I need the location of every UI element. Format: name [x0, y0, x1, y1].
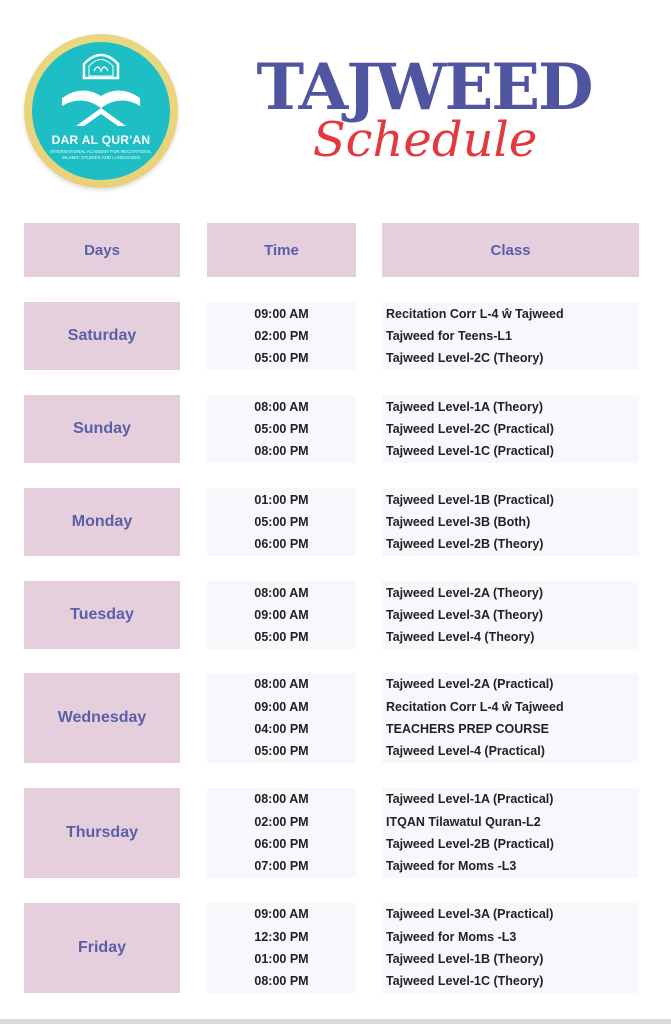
times-thursday	[207, 788, 356, 878]
time-cell: 09:00 AM	[254, 699, 309, 714]
class-cell: Recitation Corr L-4 ŵ Tajweed	[386, 306, 564, 321]
class-cell: Tajweed Level-2A (Practical)	[386, 677, 554, 692]
class-cell: Tajweed for Teens-L1	[386, 328, 512, 343]
time-cell: 06:00 PM	[254, 837, 309, 851]
time-cell: 02:00 PM	[254, 814, 309, 829]
class-cell: Tajweed Level-2C (Practical)	[386, 421, 554, 436]
class-cell: Tajweed for Moms -L3	[386, 929, 517, 944]
class-cell: Tajweed Level-2B (Practical)	[386, 837, 554, 851]
class-cell: Tajweed Level-1B (Theory)	[386, 952, 544, 966]
class-cell: Tajweed Level-4 (Theory)	[386, 630, 535, 645]
time-cell: 08:00 PM	[254, 444, 309, 459]
column-header-class: Class	[382, 223, 639, 277]
column-header-days: Days	[24, 223, 180, 277]
day-thursday: Thursday	[24, 788, 180, 878]
logo-badge	[32, 42, 170, 180]
class-cell: Tajweed for Moms -L3	[386, 859, 517, 874]
class-cell: Tajweed Level-4 (Practical)	[386, 744, 545, 759]
times-sunday	[207, 395, 356, 463]
time-cell: 02:00 PM	[254, 328, 309, 343]
page-title: TAJWEED	[256, 50, 592, 125]
classes-saturday	[382, 302, 639, 370]
classes-wednesday	[382, 673, 639, 763]
classes-monday	[382, 488, 639, 556]
class-cell: Tajweed Level-1C (Practical)	[386, 444, 554, 459]
day-sunday: Sunday	[24, 395, 180, 463]
class-cell: Tajweed Level-2A (Theory)	[386, 585, 543, 600]
classes-tuesday	[382, 581, 639, 649]
time-cell: 05:00 PM	[254, 421, 309, 436]
classes-sunday	[382, 395, 639, 463]
class-cell: Tajweed Level-2C (Theory)	[386, 351, 544, 366]
class-cell: Tajweed Level-1A (Theory)	[386, 399, 543, 414]
times-wednesday	[207, 673, 356, 763]
time-cell: 08:00 AM	[254, 677, 309, 692]
column-header-time: Time	[207, 223, 356, 277]
time-cell: 05:00 PM	[254, 630, 309, 645]
time-cell: 05:00 PM	[254, 351, 309, 366]
time-cell: 12:30 PM	[254, 929, 309, 944]
times-tuesday	[207, 581, 356, 649]
times-friday	[207, 903, 356, 993]
day-tuesday: Tuesday	[24, 581, 180, 649]
time-cell: 09:00 AM	[254, 306, 309, 321]
time-cell: 06:00 PM	[254, 537, 309, 552]
class-cell: Tajweed Level-3A (Practical)	[386, 907, 554, 922]
time-cell: 09:00 AM	[254, 907, 309, 922]
class-cell: Tajweed Level-1B (Practical)	[386, 492, 554, 507]
time-cell: 05:00 PM	[254, 514, 309, 529]
time-cell: 08:00 AM	[254, 792, 309, 807]
day-friday: Friday	[24, 903, 180, 993]
day-monday: Monday	[24, 488, 180, 556]
quran-book-icon	[32, 42, 170, 134]
times-saturday	[207, 302, 356, 370]
time-cell: 08:00 PM	[254, 974, 309, 989]
time-cell: 09:00 AM	[254, 607, 309, 622]
time-cell: 07:00 PM	[254, 859, 309, 874]
bottom-divider	[0, 1019, 671, 1024]
time-cell: 04:00 PM	[254, 722, 309, 736]
brand-tagline: INTERNATIONAL ACADEMY FOR RECITATIONS, ISLAMIC STUDIES AND LANGUAGES	[50, 149, 152, 160]
page-subtitle: Schedule	[312, 112, 538, 168]
class-cell: TEACHERS PREP COURSE	[386, 722, 549, 736]
time-cell: 01:00 PM	[254, 952, 309, 966]
logo	[24, 34, 178, 188]
day-wednesday: Wednesday	[24, 673, 180, 763]
class-cell: Tajweed Level-3A (Theory)	[386, 607, 543, 622]
class-cell: Recitation Corr L-4 ŵ Tajweed	[386, 699, 564, 714]
day-saturday: Saturday	[24, 302, 180, 370]
class-cell: Tajweed Level-1A (Practical)	[386, 792, 554, 807]
class-cell: Tajweed Level-1C (Theory)	[386, 974, 544, 989]
class-cell: ITQAN Tilawatul Quran-L2	[386, 814, 541, 829]
time-cell: 05:00 PM	[254, 744, 309, 759]
time-cell: 08:00 AM	[254, 585, 309, 600]
time-cell: 01:00 PM	[254, 492, 309, 507]
class-cell: Tajweed Level-2B (Theory)	[386, 537, 544, 552]
times-monday	[207, 488, 356, 556]
classes-thursday	[382, 788, 639, 878]
class-cell: Tajweed Level-3B (Both)	[386, 514, 531, 529]
time-cell: 08:00 AM	[254, 399, 309, 414]
classes-friday	[382, 903, 639, 993]
brand-name: DAR AL QUR'AN	[51, 133, 151, 147]
